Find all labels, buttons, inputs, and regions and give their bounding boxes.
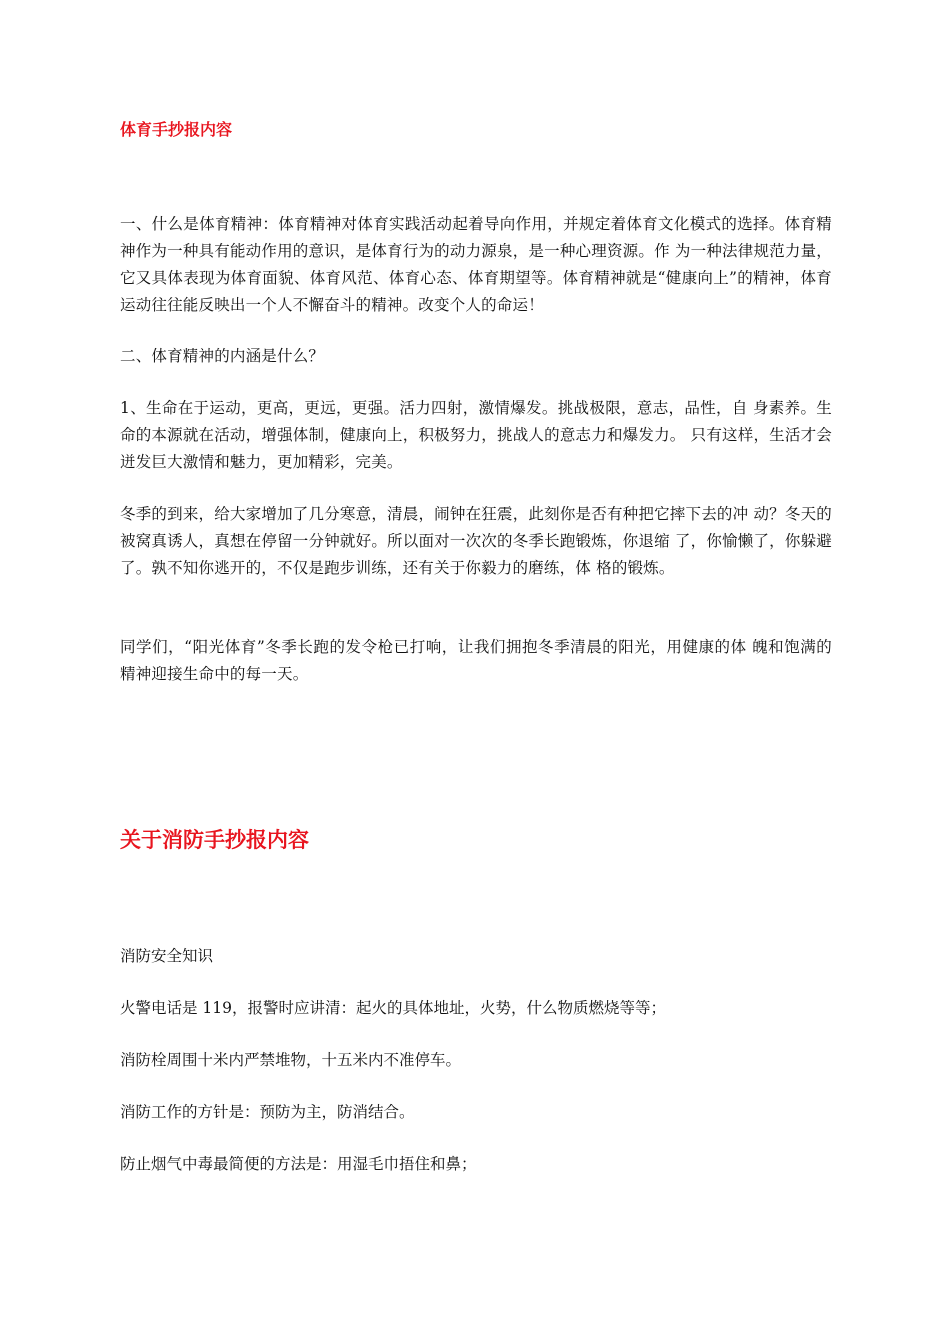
fire-line-4: 消防工作的方针是：预防为主，防消结合。: [120, 1103, 415, 1121]
sports-paragraph-3: 1、生命在于运动，更高，更远，更强。活力四射，激情爆发。挑战极限，意志，品性，自 身素养。生命的本源就在活动，增强体制，健康向上，积极努力，挑战人的意志力和爆发力。 只有这样，生活才会迸发巨大激情和魅力，更加精彩，完美。: [120, 399, 832, 471]
sports-paragraph-5: 同学们，“阳光体育”冬季长跑的发令枪已打响，让我们拥抱冬季清晨的阳光，用健康的体 魄和饱满的精神迎接生命中的每一天。: [120, 638, 832, 683]
sports-paragraph-1: 一、什么是体育精神：体育精神对体育实践活动起着导向作用，并规定着体育文化模式的选择。体育精神作为一种具有能动作用的意识，是体育行为的动力源泉，是一种心理资源。作 为一种法律规范力量，它又具体表现为体育面貌、体育风范、体育心态、体育期望等。体育精神就是“健康向上”的精神，体育运动往往能反映出一个人不懈奋斗的精神。改变个人的命运！: [120, 215, 832, 314]
fire-line-3: 消防栓周围十米内严禁堆物，十五米内不准停车。: [120, 1051, 462, 1069]
sports-paragraph-4: 冬季的到来，给大家增加了几分寒意，清晨，闹钟在狂震，此刻你是否有种把它摔下去的冲 动？冬天的被窝真诱人，真想在停留一分钟就好。所以面对一次次的冬季长跑锻炼，你退缩 了，你愉懒了，你躲避了。孰不知你逃开的，不仅是跑步训练，还有关于你毅力的磨练，体 格的锻炼。: [120, 505, 832, 577]
fire-line-1: 消防安全知识: [120, 947, 214, 965]
sports-title: 体育手抄报内容: [120, 120, 233, 139]
fire-line-5: 防止烟气中毒最简便的方法是：用湿毛巾捂住和鼻；: [120, 1155, 477, 1173]
sports-paragraph-2: 二、体育精神的内涵是什么？: [120, 347, 325, 365]
fire-line-2: 火警电话是 119，报警时应讲清：起火的具体地址，火势，什么物质燃烧等等；: [120, 999, 667, 1017]
fire-title: 关于消防手抄报内容: [120, 827, 309, 852]
